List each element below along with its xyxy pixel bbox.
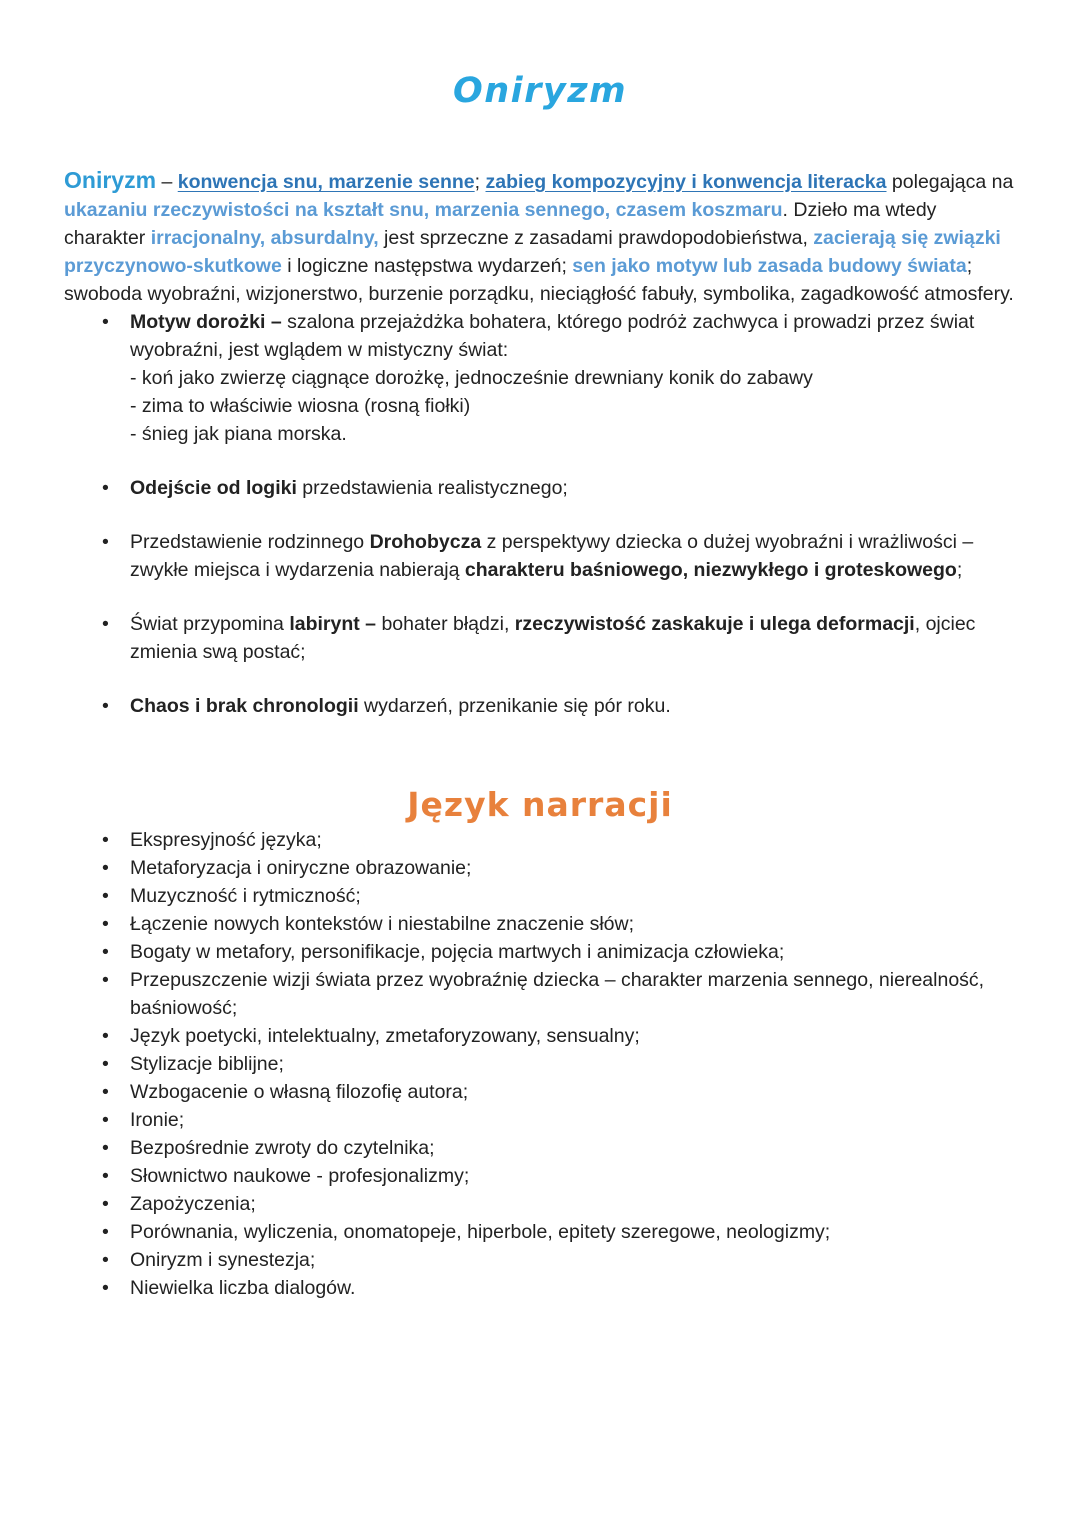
text-segment: - zima to właściwie wiosna (rosną fiołki) bbox=[130, 395, 471, 417]
hyperlink-text[interactable]: zabieg kompozycyjny i konwencja literacka bbox=[485, 171, 887, 193]
text-segment: ; bbox=[474, 171, 486, 193]
list-item: • Niewielka liczba dialogów. bbox=[64, 1274, 1016, 1302]
text-segment: - śnieg jak piana morska. bbox=[130, 423, 347, 445]
text-segment: labirynt – bbox=[289, 613, 377, 635]
text-segment: szalona przejażdżka bohatera, którego podróż zachwyca i prowadzi przez świat wyobraźni, jest wglądem w mistyczny świat: bbox=[130, 311, 975, 361]
list-item: • Ekspresyjność języka; bbox=[64, 826, 1016, 854]
list-item bbox=[64, 474, 1016, 502]
text-segment: Odejście od logiki bbox=[130, 477, 297, 499]
text-segment: bohater błądzi, bbox=[376, 613, 515, 635]
list-item: • Oniryzm i synestezja; bbox=[64, 1246, 1016, 1274]
text-segment: sen jako motyw lub zasada budowy świata bbox=[572, 255, 967, 277]
text-segment: wydarzeń, przenikanie się pór roku. bbox=[358, 695, 671, 717]
text-segment: ; bbox=[956, 559, 963, 581]
list-item: • Porównania, wyliczenia, onomatopeje, hiperbole, epitety szeregowe, neologizmy; bbox=[64, 1218, 1016, 1246]
list-item: • Metaforyzacja i oniryczne obrazowanie; bbox=[64, 854, 1016, 882]
text-segment: przedstawienia realistycznego; bbox=[296, 477, 568, 499]
text-segment: Przedstawienie rodzinnego bbox=[130, 531, 370, 553]
list-item: • Ironie; bbox=[64, 1106, 1016, 1134]
text-segment: i logiczne następstwa wydarzeń; bbox=[281, 255, 573, 277]
text-segment: irracjonalny, absurdalny, bbox=[150, 227, 379, 249]
list-item: • Łączenie nowych kontekstów i niestabilne znaczenie słów; bbox=[64, 910, 1016, 938]
list-item: • Muzyczność i rytmiczność; bbox=[64, 882, 1016, 910]
text-segment: – bbox=[156, 171, 178, 193]
text-segment: zacierają się związki przyczynowo-skutkowe bbox=[64, 227, 1001, 277]
text-segment: Motyw dorożki – bbox=[130, 311, 282, 333]
text-segment: polegająca na bbox=[886, 171, 1014, 193]
text-segment: Oniryzm bbox=[64, 167, 157, 193]
text-segment: jest sprzeczne z zasadami prawdopodobieństwa, bbox=[378, 227, 814, 249]
oniryzm-feature-list bbox=[64, 308, 1016, 720]
list-item: • Wzbogacenie o własną filozofię autora; bbox=[64, 1078, 1016, 1106]
text-segment: - koń jako zwierzę ciągnące dorożkę, jednocześnie drewniany konik do zabawy bbox=[130, 367, 813, 389]
text-segment: Świat przypomina bbox=[130, 613, 290, 635]
narration-language-list bbox=[64, 826, 1016, 1302]
section-title-jezyk-narracji: Język narracji bbox=[407, 785, 673, 824]
hyperlink-text[interactable]: konwencja snu, marzenie senne bbox=[177, 171, 475, 193]
list-item bbox=[64, 528, 1016, 584]
list-item: • Bogaty w metafory, personifikacje, pojęcia martwych i animizacja człowieka; bbox=[64, 938, 1016, 966]
list-item: • Przepuszczenie wizji świata przez wyobraźnię dziecka – charakter marzenia sennego, nierealność, baśniowość; bbox=[64, 966, 1016, 1022]
list-item: • Zapożyczenia; bbox=[64, 1190, 1016, 1218]
text-segment: z perspektywy dziecka o dużej wyobraźni i wrażliwości – zwykłe miejsca i wydarzenia nabierają bbox=[130, 531, 974, 581]
text-segment: Drohobycza bbox=[369, 531, 482, 553]
list-item bbox=[64, 610, 1016, 666]
text-segment: rzeczywistość zaskakuje i ulega deformacji bbox=[514, 613, 915, 635]
list-item: • Stylizacje biblijne; bbox=[64, 1050, 1016, 1078]
text-segment: ukazaniu rzeczywistości na kształt snu, marzenia sennego, czasem koszmaru bbox=[64, 199, 783, 221]
text-segment: Chaos i brak chronologii bbox=[130, 695, 359, 717]
text-segment: . Dzieło ma wtedy charakter bbox=[64, 199, 937, 249]
text-segment: , ojciec zmienia swą postać; bbox=[130, 613, 976, 663]
list-item: • Słownictwo naukowe - profesjonalizmy; bbox=[64, 1162, 1016, 1190]
intro-paragraph bbox=[64, 166, 1016, 308]
list-item: • Język poetycki, intelektualny, zmetaforyzowany, sensualny; bbox=[64, 1022, 1016, 1050]
list-item bbox=[64, 692, 1016, 720]
list-item: • Bezpośrednie zwroty do czytelnika; bbox=[64, 1134, 1016, 1162]
text-segment: charakteru baśniowego, niezwykłego i groteskowego bbox=[464, 559, 957, 581]
document-title: Oniryzm bbox=[452, 71, 628, 111]
text-segment: ; swoboda wyobraźni, wizjonerstwo, burzenie porządku, nieciągłość fabuły, symbolika, zagadkowość atmosfery. bbox=[64, 255, 1014, 305]
list-item bbox=[64, 308, 1016, 448]
